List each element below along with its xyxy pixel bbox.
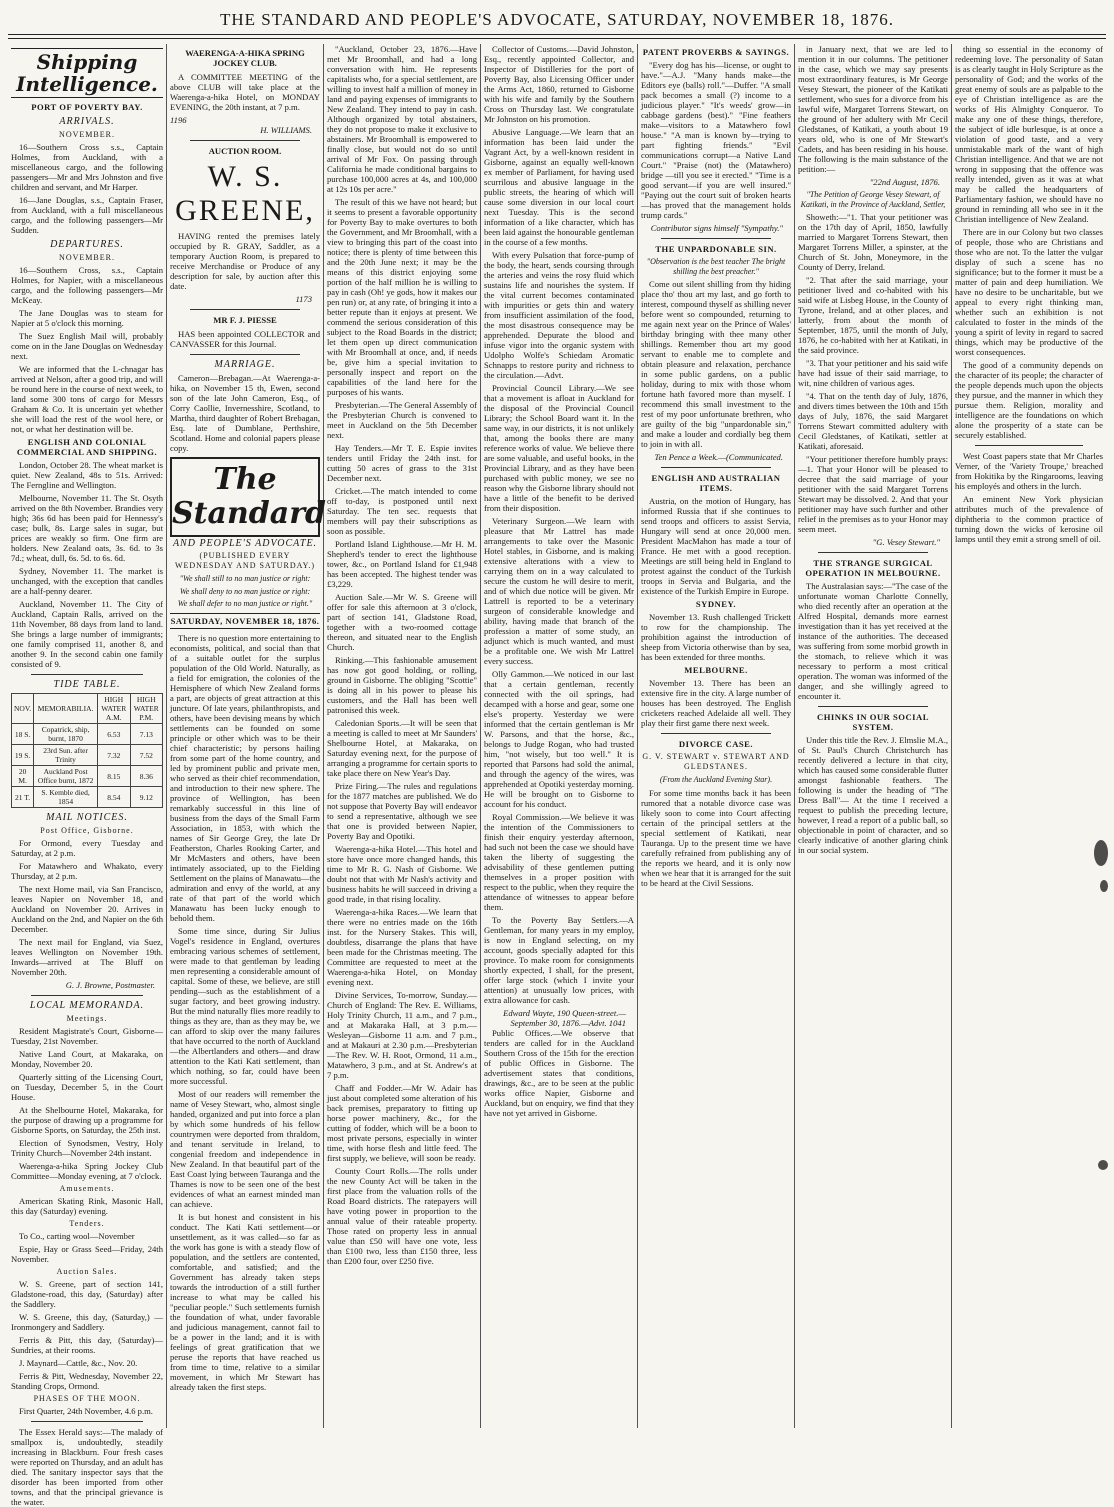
- chinks-body: Under this title the Rev. J. Elmslie M.A., of St. Paul's Church Christchurch has recently delivered a lecture in that city, which has caused some considerable flutter amongst fashionable feathers. The following is under the heading of "The Dress Ball"— At the time I received a request to publish the preceding lecture, however, I read a report of a public ball, so objectionable in point of character, and so clearly indicative of another glaring chink in our social system.: [798, 735, 948, 855]
- divorce-parties: G. V. STEWART v. STEWART AND GLEDSTANES.: [642, 752, 790, 771]
- leader-continuation: "Auckland, October 23, 1876.—Have met Mr Broomhall, and had a long conversation with him. He represents capitalists who, for a special settlement, are willing to invest half a million of money in land and paying expenses of immigrants to New Zealand. They intend to pay in cash. Although organized by total abstainers, they do not propose to make it exclusive to abstainers. Mr Broomhall is empowered to finally close, but would not do so until arrival of Mr Fox. On passing through California he made conditional bargains to purchase 100,000 acres at 4s, and 100,000 at 12s 10s per acre.": [327, 44, 477, 194]
- essex-paragraph: The Essex Herald says:—The malady of smallpox is, undoubtedly, steadily increasing in Blackburn. Four fresh cases were reported on Thursday, and an adult has died. The sanitary inspector says that the disorder has been imported from other towns, and that the principal grievance is the water.: [11, 1427, 164, 1507]
- news-item-prize-firing: Prize Firing.—The rules and regulations for the 1877 matches are published. We do not suppose that Poverty Bay will endeavor to send a representative, although we see that one is provided between Napier, Poverty Bay and Opotiki.: [327, 781, 477, 841]
- tide-col-header: NOV.: [12, 694, 34, 724]
- tide-cell: 21 T.: [12, 787, 34, 808]
- mail-item: For Matawhero and Whakato, every Thursday, at 2 p.m.: [11, 861, 163, 881]
- petition-clause: "3. That your petitioner and his said wife have had issue of their said marriage, to wit, nine children of various ages.: [798, 358, 948, 388]
- news-item-settlers: To the Poverty Bay Settlers.—A Gentleman, for many years in my employ, is now in England selecting, on my account, goods specially adapted for this province. To make room for consignments shortly expected, I shall, for the present, offer large stock (which I invite your attention) at unusually low prices, with extra allowance for cash.: [484, 915, 634, 1005]
- column-3: [324, 44, 480, 1428]
- tide-header-row: [12, 694, 163, 724]
- issue-date: SATURDAY, NOVEMBER 18, 1876.: [170, 613, 320, 629]
- petition-clause: "Your petitioner therefore humbly prays:—1. That your Honor will be pleased to decree that the said marriage of your petitioner with the said Margaret Torrens Stewart may be dissolved. 2. And that your petitioner may have such further and other relief in the premises as to your Honor may seem meet.: [798, 454, 948, 534]
- tide-col-header: HIGH WATER A.M.: [97, 694, 130, 724]
- mail-item: The next mail for England, via Suez, leaves Wellington on November 19th. Inwards—arrived at The Bluff on November 20th.: [11, 937, 163, 977]
- mail-notices-sub: Post Office, Gisborne.: [40, 826, 134, 835]
- divider: [818, 706, 928, 707]
- masthead-rule-top: [8, 34, 1106, 35]
- tenders-sub: Tenders.: [69, 1219, 105, 1228]
- leader-continuation: The result of this we have not heard; but it seems to present a favorable opportunity for Poverty Bay to make overtures to both the Government, and Mr Broomhall, with a view to bringing this part of the coast into notice; there is plenty of time between this and the 20th June next; it may be the means of this district enjoying some portion of the half million he is willing to pay in cash (Oh! ye gods, how it makes our pen run) or, at any rate, of bringing it into a better repute than it enjoys at present. We commend the serious consideration of this subject to the Road Boards in the district; let them open up direct communication with Mr Broomhall at once, and, if needs be, give him a special invitation to personally inspect and report on the capabilities of the land here for the purposes of his wants.: [327, 197, 477, 397]
- motto-line: We shall defer to no man justice or right.": [177, 599, 313, 608]
- sin-motto: "Observation is the best teacher The bright shilling the best preacher.": [646, 257, 786, 276]
- leader-paragraph: Most of our readers will remember the name of Vesey Stewart, who, almost single handed, organized and put into force a plan by which some hundreds of his fellow countrymen were deported from thraldom, and tenant servitude in Ireland, to congenial freedom and independence in New Zealand. In that beautiful part of the East Coast lying between Tauranga and the Thames is now to be seen one of the best evidences of what an earnest minded man can achieve.: [170, 1088, 320, 1209]
- auction-room-ad-num: 1173: [295, 294, 312, 304]
- collector-ad-body: HAS been appointed COLLECTOR and CANVASSER for this Journal.: [170, 329, 320, 349]
- amusement-item: American Skating Rink, Masonic Hall, this day (Saturday) evening.: [11, 1196, 163, 1216]
- sin-signature: Ten Pence a Week.—(Communicated.: [654, 452, 783, 462]
- column-5: [638, 44, 794, 1428]
- arrivals-heading: ARRIVALS.: [59, 116, 115, 127]
- divorce-source: (From the Auckland Evening Star).: [659, 775, 773, 784]
- sale-item: W. S. Greene, part of section 141, Gladstone-road, this day, (Saturday) after the Saddlery.: [11, 1279, 163, 1309]
- sale-item: Ferris & Pitt, Wednesday, November 22, Standing Crops, Ormond.: [11, 1371, 163, 1391]
- divorce-continuation: in January next, that we are led to mention it in our columns. The petitioner in the case, which we may say presents most extraordinary features, is Mr George Vesey Stewart, the pioneer of the Katikati settlement, who sues for a divorce from his lawful wife, Margaret Torrens Stewart, on the ground of her adultery with Mr Cecil Gledstanes, of Katikati, a youth about 19 years old, who is one of Mr Stewart's Cadets, and has been residing in his house. The following is the main substance of the petition:—: [798, 44, 948, 174]
- commercial-sydney: Sydney, November 11. The market is unchanged, with the exception that candles are a half-penny dearer.: [11, 566, 163, 596]
- mail-item: For Ormond, every Tuesday and Saturday, at 2 p.m.: [11, 838, 163, 858]
- petition-clause: Showeth:—"1. That your petitioner was on the 17th day of April, 1850, lawfully married to Margaret Torrens Stewart, then Margaret Torrens Miller, a spinster, at the Church of St. John, Moneymore, in the County of Derry, Ireland.: [798, 212, 948, 272]
- memo-item: At the Shelbourne Hotel, Makaraka, for the purpose of drawing up a programme for Gisborne Sports, on Saturday, the 25th inst.: [11, 1105, 163, 1135]
- tide-row: [12, 766, 163, 787]
- news-item-lighthouse: Portland Island Lighthouse.—Mr H. M. Shepherd's tender to erect the lighthouse tower, &c., on Portland Island for £1,948 has been accepted. The highest tender was £3,229.: [327, 539, 477, 589]
- commercial-auckland: Auckland, November 11. The City of Auckland, Captain Ralls, arrived on the 11th November, 88 days from land to land. She brings a large number of immigrants; one family comprised 11, another 8, and another 9. In the second cabin one family consisted of 9.: [11, 599, 163, 669]
- news-item-hotel: Waerenga-a-hika Hotel.—This hotel and store have once more changed hands, this time to Mr R. G. Nash of Gisborne. We doubt not that with Mr Nash's activity and business habits he will succeed in driving a good trade, in that rising locality.: [327, 844, 477, 904]
- motto-line: "We shall still to no man justice or right:: [179, 574, 311, 583]
- jockey-club-ad-signature: H. WILLIAMS.: [260, 125, 312, 135]
- news-item-hay-tenders: Hay Tenders.—Mr T. E. Espie invites tenders until Friday the 24th inst. for cutting 50 acres of grass to the 31st December next.: [327, 443, 477, 483]
- newspaper-nameplate: The Standard: [170, 457, 320, 537]
- departures-month: NOVEMBER.: [59, 253, 115, 262]
- arrival-item: 16—Southern Cross s.s., Captain Holmes, from Auckland, with a miscellaneous cargo, and the following passengers—Mr and Mrs Johnston and five children and servant, and Mr Harper.: [11, 142, 163, 192]
- news-item-gammon: Olly Gammon.—We noticed in our last that a certain gentleman, recently connected with the oil springs, had decamped with a horse and gear, some one else's property. Yesterday we were informed that the certain gentleman is Mr W. Parsons, and that the horse, &c., belongs to Judge Rogan, who had trusted him, "not wisely, but too well." It is reported that Parsons had sold the animal, and through the agency of the wires, was apprehended at Opotiki yesterday morning. He will be brought on to Gisborne to account for his conduct.: [484, 669, 634, 809]
- memo-item: Election of Synodsmen, Vestry, Holy Trinity Church—November 24th instant.: [11, 1138, 163, 1158]
- shipping-paragraph: We are informed that the L-chnagar has arrived at Nelson, after a good trip, and will be round here in the course of next week, to land some 300 tons of cargo for Messrs Graham & Co. It is uncertain yet whether she will load the rest of the wool here, or not, or what her destination will be.: [11, 364, 163, 434]
- tide-cell: 19 S.: [12, 745, 34, 766]
- column-4: [481, 44, 637, 1428]
- news-item-library: Provincial Council Library.—We see that a movement is afloat in Auckland for the disposal of the Provincial Council Library; the School Board want it. In the same way, in our districts, it is not unlikely that, among the books there are many reference works of value. We believe there are some valuable, and useful books, in the Provincial Library, and as they have been purchased with public money, we see no reason why the Gisborne library should not have a little of the benefit to be derived from their disposition.: [484, 383, 634, 513]
- tide-col-header: HIGH WATER P.M.: [130, 694, 162, 724]
- news-item-west-coast: West Coast papers state that Mr Charles Verner, of the 'Variety Troupe,' breached from Hokitika by the Ringarooms, leaving his employés and others in the lurch.: [955, 451, 1103, 491]
- column-7: [952, 44, 1106, 1428]
- local-memoranda-heading: LOCAL MEMORANDA.: [29, 1000, 145, 1011]
- tide-cell: 7.32: [97, 745, 130, 766]
- news-item-caledonian: Caledonian Sports.—It will be seen that a meeting is called to meet at Mr Saunders' Shelbourne Hotel, at Makaraka, on Saturday evening next, for the purpose of arranging a programme for certain sports to take place there on New Year's Day.: [327, 718, 477, 778]
- shipping-heading: Shipping Intelligence.: [11, 48, 163, 98]
- sydney-heading: SYDNEY.: [695, 599, 737, 609]
- ink-stain: [1098, 1160, 1108, 1170]
- settlers-signature: Edward Wayte, 190 Queen-street.—September 30, 1876.—Advt. 1041: [503, 1008, 626, 1028]
- news-item-races: Waerenga-a-hika Races.—We learn that there were no entries made on the 16th inst. for the Nursery Stakes. This will, doubtless, disarrange the plans that have been made for the Christmas meeting. The Committee are requested to meet at the Waerenga-a-hika Hotel, on Monday evening next.: [327, 907, 477, 987]
- jockey-club-ad-title: WAERENGA-A-HIKA SPRING JOCKEY CLUB.: [185, 48, 305, 68]
- news-item-auction: Auction Sale.—Mr W. S. Greene will offer for sale this afternoon at 3 o'clock, part of section 141, Gladstone Road, together with a two-roomed cottage thereon, and situated near to the English Church.: [327, 592, 477, 652]
- sin-body: Come out silent shilling from thy hiding place tho' thou art my last, and go forth to interest, compound thyself as shilling never before went so compounded, returning to me again next year on the Prince of Wales' birthday bringing with thee many other shillings. Remember thou art my good servant to enable me to complete and obtain pleasure and relaxation, perchance in some public gardens, on a public holiday, during to mix with those whom fortune hath favored more than myself. I recommend this small investment to the rest of my poor unfortunate brethren, who are guilty of the big "unpardonable sin," and make a louder and cordially beg them to join in with all.: [641, 279, 791, 449]
- melbourne-body: November 13. There has been an extensive fire in the city. A large number of houses has been destroyed. The English cricketers reached Adelaide all well. They play their first game there next week.: [641, 678, 791, 728]
- divider: [975, 445, 1083, 446]
- sale-item: J. Maynard—Cattle, &c., Nov. 20.: [19, 1358, 138, 1368]
- jockey-club-ad-num: 1196: [170, 115, 187, 125]
- column-6: [795, 44, 951, 1428]
- divider: [661, 467, 771, 468]
- memo-item: Waerenga-a-hika Spring Jockey Club Committee—Monday evening, at 7 o'clock.: [11, 1161, 163, 1181]
- masthead-rule-bottom: [8, 38, 1106, 39]
- meetings-sub: Meetings.: [66, 1014, 108, 1023]
- motto-line: We shall deny to no man justice or right:: [179, 586, 311, 596]
- commercial-heading: ENGLISH AND COLONIAL COMMERCIAL AND SHIPPING.: [16, 437, 158, 457]
- english-items-heading: ENGLISH AND AUSTRALIAN ITEMS.: [651, 473, 781, 493]
- shipping-paragraph: The Jane Douglas was to steam for Napier at 5 o'clock this morning.: [11, 308, 163, 328]
- departure-item: 16—Southern Cross, s.s., Captain Holmes, for Napier, with a miscellaneous cargo, and the following passengers—Mr McKeay.: [11, 265, 163, 305]
- divider: [661, 238, 771, 239]
- news-item-county-rolls: County Court Rolls.—The rolls under the new County Act will be taken in the first place from the valuation rolls of the Road Board districts. The ratepayers will have voting power in proportion to the annual value of their rateable property. Those rated on property less in annual value than £50 will have one vote, less than £100 two, less than £150 three, less than £200 four, over £250 five.: [327, 1166, 477, 1266]
- auctioneer-name: W. S. GREENE,: [175, 160, 315, 227]
- sydney-body: November 13. Rush challenged Trickett to row for the championship. The prohibition against the introduction of sheep from Victoria otherwise than by sea, has been extended for three months.: [641, 612, 791, 662]
- surgical-heading: THE STRANGE SURGICAL OPERATION IN MELBOURNE.: [805, 558, 941, 578]
- news-item-cricket: Cricket.—The match intended to come off to-day, is postponed until next Saturday. The ten sec. requests that members will pay their subscriptions as soon as possible.: [327, 486, 477, 536]
- commercial-london: London, October 28. The wheat market is quiet. New Zealand, 48s to 51s. Arrived: The Ferngline and Wellington.: [11, 460, 163, 490]
- tide-table-heading: TIDE TABLE.: [53, 679, 121, 690]
- ink-stain: [1100, 880, 1108, 892]
- divider: [661, 733, 771, 734]
- leader-paragraph: There is no question more entertaining to economists, political, and social than that of a suitable outlet for the surplus population of the Old World. Naturally, as a field for emigration, the colonies of the Hemisphere of which New Zealand forms a part, are objects of great attraction at this juncture. Of late years, philanthropists, and others, have been devising means by which settlements can be founded on some principle or other which was to be their chief characteristic; by persons hailing from some part of the home country, and led by prominent public and private men, who served as their chief recommendation, and introduction to their new sphere. The province of Wellington, has been remarkably successful in this line of business from the days of the Small Farm Association, in 1853, with which the names of Sir George Grey, the late Dr Featherston, Charles Rooking Carter, and Mr McMasters and others, have been intimately associated, up to the Fielding Settlement on the plains of Manawatu—the admiration and envy of the world, at any rate of that part of the world which Manawatu has been lucky enough to behold them.: [170, 632, 320, 923]
- proverbs-heading: PATENT PROVERBS & SAYINGS.: [642, 47, 790, 57]
- divorce-body: For some time months back it has been rumored that a notable divorce case was likely soon to come into Court affecting certain of the principal settlers at the special settlement of Katikati, near Tauranga. Up to the present time we have carefully refrained from publishing any of the reports we heard, and it is only now when we hear that it is arranged for the suit to be heard at the Civil Sessions.: [641, 787, 791, 888]
- tide-row: [12, 787, 163, 808]
- tender-item: Espie, Hay or Grass Seed—Friday, 24th November.: [11, 1244, 163, 1264]
- petition-date: "22nd August, 1876.: [869, 177, 940, 187]
- divider: [818, 552, 928, 553]
- leader-paragraph: It is but honest and consistent in his conduct. The Kati Kati settlement—or unsettlement, as it was called—so far as the work has gone is with a steady flow of population, and the settlers are contented, comfortable, and satisfied; and the Government has already taken steps towards the introduction of a still further increase to what may be called his "peculiar people." Such settlements furnish the foundation of what, under favorable and judicious management, cannot fail to be a power in the land; and it is with feelings of great gratification that we peruse the reports that have reached us from time to time, relative to a similar movement, in which Mr Stewart has already taken the first steps.: [170, 1211, 320, 1392]
- tide-cell: Auckland Post Office burnt, 1872: [34, 766, 98, 787]
- ink-stain: [1094, 840, 1108, 866]
- tide-row: [12, 724, 163, 745]
- collector-ad-title: MR F. J. PIESSE: [213, 315, 277, 325]
- news-item-presbyterian: Presbyterian.—The General Assembly of the Presbyterian Church is convened to meet in Auckland on the 5th December next.: [327, 400, 477, 440]
- column-2: [167, 44, 326, 1428]
- news-item-veterinary: Veterinary Surgeon.—We learn with pleasure that Mr Lattrel has made arrangements to take over the Masonic Hotel stables, in Gisborne, and is making extensive alterations with a view to carrying them on in a way calculated to secure the custom he will desire to merit, and of which due notice will be given. Mr Lattrell is reported to be a veterinary surgeon of considerable knowledge and ability, having made that branch of the profession a matter of some study, an adjunct which is much wanted, and must be a profitable one. We wish Mr Lattrel every success.: [484, 516, 634, 666]
- chinks-continuation: There are in our Colony but two classes of people, those who are Christians and those who are not. To the latter the vulgar display of such a scene has no significance; but to the former it must be a matter of pain and deep humiliation. We have no desire to be uncharitable, but we appeal to every right thinking man, whether such an exhibition is not calculated to foster in the minds of the young a spirit of levity in regard to sacred things, which may be productive of the worst consequences.: [955, 227, 1103, 357]
- memo-item: Native Land Court, at Makaraka, on Monday, November 20.: [11, 1049, 163, 1069]
- news-item-royal-commission: Royal Commission.—We believe it was the intention of the Commissioners to finish their enquiry yesterday afternoon, had such not been the case we should have taken the liberty of suggesting the advisability of these gentlemen putting themselves in a proper position with respect to the public, when they require the attendance of witnesses to appear before them.: [484, 812, 634, 912]
- tide-table: [11, 693, 163, 808]
- shipping-paragraph: The Suez English Mail will, probably come on in the Jane Douglas on Wednesday next.: [11, 331, 163, 361]
- news-item-divine-services: Divine Services, To-morrow, Sunday.—Church of England: The Rev. E. Williams, Holy Trinity Church, 11 a.m., and 7 p.m., and at Makaraka Hall, at 3 p.m.—Wesleyan—Gisborne 11 a.m. and 7 p.m., and at Makauri at 2.30 p.m.—Presbyterian—The Rev. W. H. Root, Ormond, 11 a.m., Matawhero, 3 p.m., and at St. Andrew's at 7 p.m.: [327, 990, 477, 1080]
- masthead-title: THE STANDARD AND PEOPLE'S ADVOCATE, SATURDAY, NOVEMBER 18, 1876.: [220, 10, 894, 29]
- port-heading: PORT OF POVERTY BAY.: [31, 102, 143, 112]
- tide-cell: 9.12: [130, 787, 162, 808]
- tide-cell: 18 S.: [12, 724, 34, 745]
- sale-item: Ferris & Pitt, this day, (Saturday)—Sundries, at their rooms.: [11, 1335, 163, 1355]
- amusements-sub: Amusements.: [59, 1184, 115, 1193]
- tender-item: To Co., carting wool—November: [19, 1231, 135, 1241]
- newspaper-subtitle: AND PEOPLE'S ADVOCATE.: [172, 538, 318, 549]
- proverbs-body: "Every dog has his—license, or ought to have."—A.J. "Many hands make—the Editors eye (balls) roll."—Duffer. "A small pack becomes a small (?) income to a judicious player." "It's weeds' grow—in cabbage gardens (best)." "Fine feathers make—visitors to a Matawhero fowl house." "A man is known by—trying to part fighting friends." "Evil communications corrupt—a Native Land Court." "Praise (not) the (Matawhero) bridge —till you see it erected." "Time is a good servant—if you are well insured." "Paying out the court suit of broken hearts—has proved that the management holds trump cards.": [641, 60, 791, 220]
- auction-room-ad-body: HAVING rented the premises lately occupied by R. GRAY, Saddler, as a temporary Auction Room, is prepared to receive Merchandise or Produce of any description for sale, by auction after this date.: [170, 231, 320, 291]
- tide-cell: 8.15: [97, 766, 130, 787]
- chinks-continuation: thing so essential in the economy of redeeming love. The personality of Satan is as clearly taught in Holy Scripture as the personality of God; and the works of the great enemy of souls are as palpable to the eye of Christian intelligence as are the works of His Almighty Conqueror. To make any one of these things, therefore, the subject of idle burlesque, is at once a violation of good taste, and a very unmistakable mark of the want of high Christian intelligence. And that we are not wrong in supposing that the offence was really intended, given as it was at what may be called the headquarters of Parliamentary fashion, we should have no ground in reminding all who see in it the Christian intelligence of New Zealand.: [955, 44, 1103, 224]
- chinks-continuation: The good of a community depends on the character of its people; the character of the people depends much upon the objects they pursue, and the manner in which they pursue them. Religion, morality and intelligence are the foundations on which alone the prosperity of a state can be securely established.: [955, 360, 1103, 440]
- publication-schedule: (PUBLISHED EVERY WEDNESDAY AND SATURDAY.): [174, 551, 316, 570]
- departures-heading: DEPARTURES.: [50, 239, 124, 250]
- proverbs-signature: Contributor signs himself "Sympathy.": [650, 223, 783, 233]
- tide-cell: 8.36: [130, 766, 162, 787]
- news-item-collector: Collector of Customs.—David Johnston, Esq., recently appointed Collector, and Inspector of Distilleries for the port of Poverty Bay, also Licensing Officer under the Arms Act, 1860, returned to Gisborne with his wife and family by the Southern Cross on Thursday last. We congratulate Mr Johnston on his promotion.: [484, 44, 634, 124]
- chinks-heading: CHINKS IN OUR SOCIAL SYSTEM.: [817, 712, 929, 732]
- sale-item: W. S. Greene, this day, (Saturday,) —Ironmongery and Saddlery.: [11, 1312, 163, 1332]
- divider: [190, 354, 300, 355]
- arrivals-month: NOVEMBER.: [59, 130, 115, 139]
- surgical-body: The Australasian says:—"The case of the unfortunate woman Charlotte Connelly, who died recently after an operation at the Alfred Hospital, demands more earnest investigation than it has yet received at the instance of the authorities. The deceased was suffering from some morbid growth in the stomach, to relieve which it was necessary to perform a most critical operation. The woman was informed of the danger, and she willingly agreed to encounter it.: [798, 581, 948, 701]
- petition-clause: "4. That on the tenth day of July, 1876, and divers times between the 10th and 15th days of July, 1876, the said Margaret Torrens Stewart committed adultery with Cecil Gledstanes, of Katikati, settler at Katikati, aforesaid.: [798, 391, 948, 451]
- petition-clause: "2. That after the said marriage, your petitioner lived and co-habited with his said wife at Lisbeg House, in the County of Tyrone, Ireland, and at other places, and latterly, from about the month of September, 1875, until the month of July, 1876, he co-habited with her at Katikati, in the said province.: [798, 275, 948, 355]
- divider: [31, 674, 143, 675]
- jockey-club-ad-body: A COMMITTEE MEETING of the above CLUB will take place at the Waerenga-a-hika Hotel, on MONDAY EVENING, the 20th instant, at 7 p.m.: [170, 72, 320, 112]
- auction-room-ad-title: AUCTION ROOM.: [208, 146, 282, 156]
- tide-cell: 8.54: [97, 787, 130, 808]
- petition-signature: "G. Vesey Stewart.": [872, 537, 940, 547]
- tide-cell: S. Kemble died, 1854: [34, 787, 98, 808]
- news-item-rinking: Rinking.—This fashionable amusement has now got good holding, or rolling, ground in Gisborne. The obliging "Scottie" is doing all in his power to please his customers, and the Hall has been well patronised this week.: [327, 655, 477, 715]
- moon-item: First Quarter, 24th November, 4.6 p.m.: [19, 1406, 153, 1416]
- divorce-heading: DIVORCE CASE.: [678, 739, 754, 749]
- memo-item: Quarterly sitting of the Licensing Court, on Tuesday, December 5, in the Court House.: [11, 1072, 163, 1102]
- mail-signature: G. J. Browne, Postmaster.: [65, 980, 155, 990]
- tide-cell: 20 M.: [12, 766, 34, 787]
- tide-cell: Copatrick, ship, burnt, 1870: [34, 724, 98, 745]
- divider: [31, 995, 143, 996]
- marriage-heading: MARRIAGE.: [214, 359, 276, 370]
- news-item-physician: An eminent New York physician attributes much of the prevalence of diphtheria to the common practice of turning down the wicks of kerosine oil lamps until they emit a strong smell of oil.: [955, 494, 1103, 544]
- melbourne-heading: MELBOURNE.: [684, 665, 748, 675]
- tide-cell: 7.13: [130, 724, 162, 745]
- mail-item: The next Home mail, via San Francisco, leaves Napier on November 18, and Auckland on November 20. Arrives in Auckland on the 2nd, and Napier on the 6th December.: [11, 884, 163, 934]
- news-item-chaff: Chaff and Fodder.—Mr W. Adair has just about completed some alteration of his back premises, preparatory to fitting up horse power machinery, &c., for the cutting of fodder, which will be a boon to most private persons, especially in winter time, with horse flesh and little feed. The first supply, we believe, will soon be ready.: [327, 1083, 477, 1163]
- auction-sales-sub: Auction Sales.: [56, 1267, 118, 1276]
- mail-notices-heading: MAIL NOTICES.: [46, 812, 128, 823]
- tide-cell: 7.52: [130, 745, 162, 766]
- tide-row: [12, 745, 163, 766]
- divider: [31, 1421, 143, 1422]
- moon-phases-heading: PHASES OF THE MOON.: [33, 1394, 141, 1403]
- tide-cell: 23rd Sun. after Trinity: [34, 745, 98, 766]
- tide-col-header: MEMORABILIA.: [34, 694, 98, 724]
- news-item-pulsation: With every Pulsation that force-pump of the body, the heart, sends coursing through the arteries and veins the rosy fluid which sustains life and nourishes the system. If the vital current becomes contaminated with impurities or gets thin and watery from insufficient assimilation of the food, the most disastrous consequence may be apprehended. Depurate the blood and infuse vigor into the organic system with Udolpho Wolfe's Schiedam Aromatic Schnapps to restore purity and richness to the circulation.—Advt.: [484, 250, 634, 380]
- arrival-item: 16—Jane Douglas, s.s., Captain Fraser, from Auckland, with a full miscellaneous cargo, and the following passengers—Mr Sudden.: [11, 195, 163, 235]
- memo-item: Resident Magistrate's Court, Gisborne—Tuesday, 21st November.: [11, 1026, 163, 1046]
- column-1: [8, 44, 166, 1507]
- marriage-notice: Cameron—Brebagan.—At Waerenga-a-hika, on November 15 th, Ewen, second son of the late John Cameron, Esq., of Corry Caollie, Invernesshire, Scotland, to Martha, third daughter of Robert Brebagan, Esq. late of Dumblane, Perthshire, Scotland. Home and colonial papers please copy.: [170, 373, 320, 453]
- news-item-public-offices: Public Offices.—We observe that tenders are called for in the Auckland Southern Cross of the 15th for the erection of public Offices in Gisborne. The advertisement states that conditions, drawings, &c., are to be seen at the public works office Napier, Gisborne and Auckland, but on enquiry, we find that they have not yet arrived in Gisborne.: [484, 1028, 634, 1118]
- divider: [190, 140, 300, 141]
- english-items-body: Austria, on the motion of Hungary, has informed Russia that if she continues to send troops and officers to assist Servia, Hungary will send at once 20,000 men. President MacMahon has made a tour of France. He met with a good reception. Meetings are still being held in England to protest against the conduct of the Turkish troops in Servia and Bulgaria, and the existence of the Turkish Empire in Europe.: [641, 496, 791, 596]
- sin-heading: THE UNPARDONABLE SIN.: [655, 244, 777, 254]
- petition-title: "The Petition of George Vesey Stewart, of Katikati, in the Province of Auckland, Settler,: [800, 190, 946, 209]
- leader-paragraph: Some time since, during Sir Julius Vogel's residence in England, overtures embracing various schemes of settlement, were made to that gentleman by leading men representing a considerable amount of capital. Some of these, we believe, are still pending—such as the establishment of a sugar factory, and beet growing industry. But the mind naturally flies more readily to things as they are, than as they may be, we can afford to skip over the many failures that have occurred to the north of Auckland—the Albertlanders and others—and draw attention to the Kati Kati settlement, than which nothing, so far, could have been more successful.: [170, 925, 320, 1086]
- commercial-melbourne: Melbourne, November 11. The St. Osyth arrived on the 8th November. Brandies very high; 36s 6d has been paid for Hennessy's case; bulk, 8s. Large sales in sugar, but prices are weakly so firm. One firm are holders. New Zealand oats, 3s. 6d. to 3s 7d.; wheat, dull, 6s. 5d. to 6s. 6d.: [11, 493, 163, 563]
- tide-cell: 6.53: [97, 724, 130, 745]
- news-item-abusive-language: Abusive Language.—We learn that an information has been laid under the Vagrant Act, by a well-known resident in Gisborne, against an equally well-known ex member of Parliament, for having used scurrilous and abusive language in the public streets, the hearing of which will cause some diversion in our local court next Tuesday. This is the second information of a like character, which has been laid against the honourable gentleman in the course of a few months.: [484, 127, 634, 247]
- divider: [190, 309, 300, 310]
